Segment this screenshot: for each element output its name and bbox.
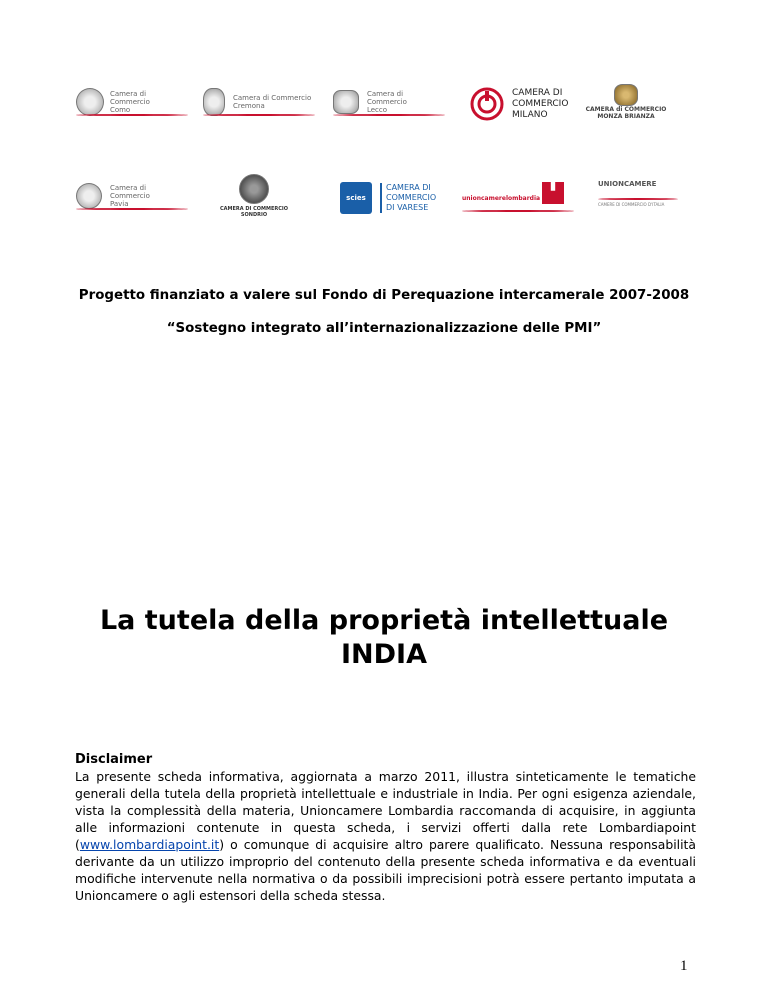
logo-lombardia-text: unioncamerelombardia xyxy=(462,194,541,202)
logo-como-line2: Como xyxy=(109,106,131,114)
varese-badge-icon xyxy=(340,182,372,214)
logo-pavia-line2: Pavia xyxy=(109,200,129,208)
pavia-seal-icon xyxy=(76,183,102,209)
main-title-line2: INDIA xyxy=(341,639,427,670)
lombardia-mark-icon xyxy=(542,182,564,204)
disclaimer-text xyxy=(75,768,696,904)
logo-cremona xyxy=(203,84,315,120)
varese-badge-label: scies xyxy=(346,194,366,202)
logo-lecco-line2: Lecco xyxy=(366,106,388,114)
lecco-seal-icon xyxy=(333,90,359,114)
logo-monza xyxy=(584,84,668,124)
logo-milano xyxy=(470,82,570,126)
logo-milano-line2: COMMERCIO xyxy=(512,98,569,109)
logo-pavia-line1: Camera di Commercio xyxy=(109,184,150,200)
sondrio-seal-icon xyxy=(239,174,269,204)
logo-sondrio xyxy=(216,174,292,218)
logo-monza-line2: MONZA BRIANZA xyxy=(597,113,655,120)
logo-varese-line1: CAMERA DI xyxy=(386,183,431,192)
disclaimer-heading: Disclaimer xyxy=(75,752,153,767)
project-subtitle: “Sostegno integrato all’internazionalizzazione delle PMI” xyxy=(166,321,602,336)
logo-unioncamere xyxy=(598,180,680,216)
cremona-seal-icon xyxy=(203,88,225,116)
page-number: 1 xyxy=(680,958,688,974)
main-title-line1: La tutela della proprietà intellettuale xyxy=(99,605,669,636)
logo-unioncamere-line1: UNIONCAMERE xyxy=(598,180,657,188)
lombardiapoint-link[interactable]: www.lombardiapoint.it xyxy=(79,837,220,852)
disclaimer-text-part1: La presente scheda informativa, aggiornata a marzo 2011, illustra sinteticamente le tematiche generali della tutela della proprietà intellettuale e industriale in India. Per ogni esigenza aziendale, vista la complessità della materia, Unioncamere Lombardia raccomanda di acquisire, in aggiunta alle informazioni contenute in questa scheda, i servizi offerti dalla rete Lombardiapoint ( xyxy=(75,769,696,852)
logo-milano-line3: MILANO xyxy=(512,109,548,120)
disclaimer-text-part2: ) o comunque di acquisire altro parere qualificato. Nessuna responsabilità derivante da un utilizzo improprio del contenuto della presente scheda informativa e da eventuali modifiche intervenute nella normativa o da possibili imprecisioni potrà essere pertanto imputata a Unioncamere o agli estensori della scheda stessa. xyxy=(75,837,696,903)
milano-emblem-icon xyxy=(470,87,504,121)
logo-cremona-line1: Camera di Commercio xyxy=(233,94,312,102)
logo-monza-line1: CAMERA di COMMERCIO xyxy=(585,106,667,113)
monza-seal-icon xyxy=(614,84,638,106)
logo-varese-line3: DI VARESE xyxy=(386,203,429,212)
logo-cremona-line2: Cremona xyxy=(233,102,265,110)
logo-sondrio-line2: SONDRIO xyxy=(240,212,268,218)
como-seal-icon xyxy=(76,88,104,116)
logo-sondrio-line1: CAMERA DI COMMERCIO xyxy=(219,206,289,212)
logo-lecco-line1: Camera di Commercio xyxy=(366,90,407,106)
logo-unioncamere-lombardia xyxy=(462,180,574,216)
logo-pavia xyxy=(76,178,188,214)
project-title: Progetto finanziato a valere sul Fondo di Perequazione intercamerale 2007-2008 xyxy=(78,288,690,303)
logo-lecco xyxy=(333,84,445,120)
logo-milano-line1: CAMERA DI xyxy=(512,87,563,98)
main-title xyxy=(0,604,768,672)
logo-unioncamere-line2: CAMERE DI COMMERCIO D'ITALIA xyxy=(598,202,665,207)
logo-varese-line2: COMMERCIO xyxy=(386,193,437,202)
logo-como-line1: Camera di Commercio xyxy=(109,90,150,106)
logo-como xyxy=(76,84,188,120)
logo-varese xyxy=(340,178,440,218)
